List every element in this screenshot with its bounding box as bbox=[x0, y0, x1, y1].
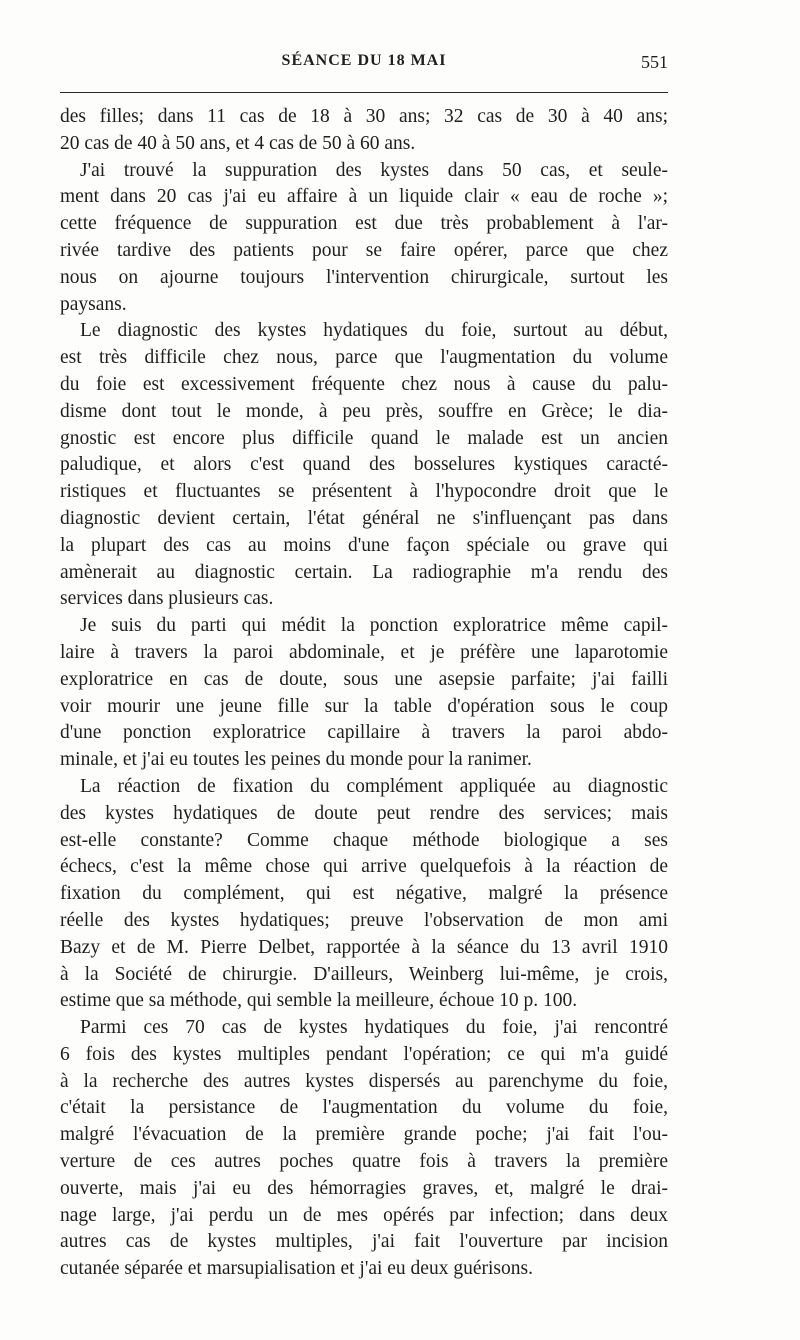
text-line: 6 fois des kystes multiples pendant l'opération; ce qui m'a guidé bbox=[60, 1043, 668, 1065]
text-line: J'ai trouvé la suppuration des kystes dans 50 cas, et seule- bbox=[80, 159, 668, 181]
text-line: paludique, et alors c'est quand des bosselures kystiques caracté- bbox=[60, 454, 668, 476]
text-line: estime que sa méthode, qui semble la meilleure, échoue 10 p. 100. bbox=[60, 990, 578, 1012]
text-line: disme dont tout le monde, à peu près, souffre en Grèce; le dia- bbox=[60, 400, 668, 422]
text-line: nage large, j'ai perdu un de mes opérés par infection; dans deux bbox=[60, 1204, 668, 1226]
text-line: à la Société de chirurgie. D'ailleurs, Weinberg lui-même, je crois, bbox=[60, 963, 668, 985]
text-line: services dans plusieurs cas. bbox=[60, 588, 274, 610]
text-line: voir mourir une jeune fille sur la table d'opération sous le coup bbox=[60, 695, 668, 717]
paragraph bbox=[60, 158, 668, 319]
text-line: laire à travers la paroi abdominale, et je préfère une laparotomie bbox=[60, 641, 668, 663]
text-line: est-elle constante? Comme chaque méthode biologique a ses bbox=[60, 829, 668, 851]
text-line: cette fréquence de suppuration est due très probablement à l'ar- bbox=[60, 213, 668, 235]
text-line: diagnostic devient certain, l'état général ne s'influençant pas dans bbox=[60, 507, 668, 529]
text-line: rivée tardive des patients pour se faire opérer, parce que chez bbox=[60, 239, 668, 261]
text-line: échecs, c'est la même chose qui arrive quelquefois à la réaction de bbox=[60, 856, 668, 878]
text-line: Bazy et de M. Pierre Delbet, rapportée à la séance du 13 avril 1910 bbox=[60, 936, 668, 958]
text-line: cutanée séparée et marsupialisation et j'ai eu deux guérisons. bbox=[60, 1258, 533, 1280]
text-line: paysans. bbox=[60, 293, 127, 315]
text-line: verture de ces autres poches quatre fois à travers la première bbox=[60, 1151, 668, 1173]
text-line: autres cas de kystes multiples, j'ai fait l'ouverture par incision bbox=[60, 1231, 668, 1253]
text-line: est très difficile chez nous, parce que l'augmentation du volume bbox=[60, 347, 668, 369]
text-line: minale, et j'ai eu toutes les peines du monde pour la ranimer. bbox=[60, 749, 532, 771]
text-line: la plupart des cas au moins d'une façon spéciale ou grave qui bbox=[60, 534, 668, 556]
text-line: ristiques et fluctuantes se présentent à l'hypocondre droit que le bbox=[60, 481, 668, 503]
text-line: nous on ajourne toujours l'intervention chirurgicale, surtout les bbox=[60, 266, 668, 288]
text-line: des filles; dans 11 cas de 18 à 30 ans; 32 cas de 30 à 40 ans; bbox=[60, 106, 668, 127]
text-line: 20 cas de 40 à 50 ans, et 4 cas de 50 à 60 ans. bbox=[60, 132, 416, 154]
page-number: 551 bbox=[641, 52, 668, 72]
paragraph bbox=[60, 613, 668, 774]
page-header bbox=[60, 52, 668, 82]
body-text bbox=[60, 104, 668, 1283]
paragraph bbox=[60, 104, 668, 158]
header-rule bbox=[60, 92, 668, 93]
text-line: ouverte, mais j'ai eu des hémorragies graves, et, malgré le drai- bbox=[60, 1177, 668, 1199]
paragraph bbox=[60, 774, 668, 1015]
paragraph bbox=[60, 1015, 668, 1283]
text-line: Je suis du parti qui médit la ponction exploratrice même capil- bbox=[80, 615, 668, 637]
text-line: La réaction de fixation du complément appliquée au diagnostic bbox=[80, 775, 668, 797]
text-line: des kystes hydatiques de doute peut rendre des services; mais bbox=[60, 802, 668, 824]
text-line: Parmi ces 70 cas de kystes hydatiques du foie, j'ai rencontré bbox=[80, 1017, 668, 1039]
text-line: malgré l'évacuation de la première grande poche; j'ai fait l'ou- bbox=[60, 1124, 668, 1146]
text-line: ment dans 20 cas j'ai eu affaire à un liquide clair « eau de roche »; bbox=[60, 186, 668, 208]
text-line: du foie est excessivement fréquente chez nous à cause du palu- bbox=[60, 373, 668, 395]
text-line: c'était la persistance de l'augmentation du volume du foie, bbox=[60, 1097, 668, 1119]
text-line: réelle des kystes hydatiques; preuve l'observation de mon ami bbox=[60, 909, 668, 931]
text-line: exploratrice en cas de doute, sous une asepsie parfaite; j'ai failli bbox=[60, 668, 668, 690]
running-title: SÉANCE DU 18 MAI bbox=[281, 52, 447, 69]
text-line: gnostic est encore plus difficile quand le malade est un ancien bbox=[60, 427, 668, 449]
text-line: amènerait au diagnostic certain. La radiographie m'a rendu des bbox=[60, 561, 668, 583]
text-line: à la recherche des autres kystes dispersés au parenchyme du foie, bbox=[60, 1070, 668, 1092]
text-line: fixation du complément, qui est négative, malgré la présence bbox=[60, 883, 668, 905]
text-line: Le diagnostic des kystes hydatiques du foie, surtout au début, bbox=[80, 320, 668, 342]
paragraph bbox=[60, 318, 668, 613]
text-line: d'une ponction exploratrice capillaire à travers la paroi abdo- bbox=[60, 722, 668, 744]
